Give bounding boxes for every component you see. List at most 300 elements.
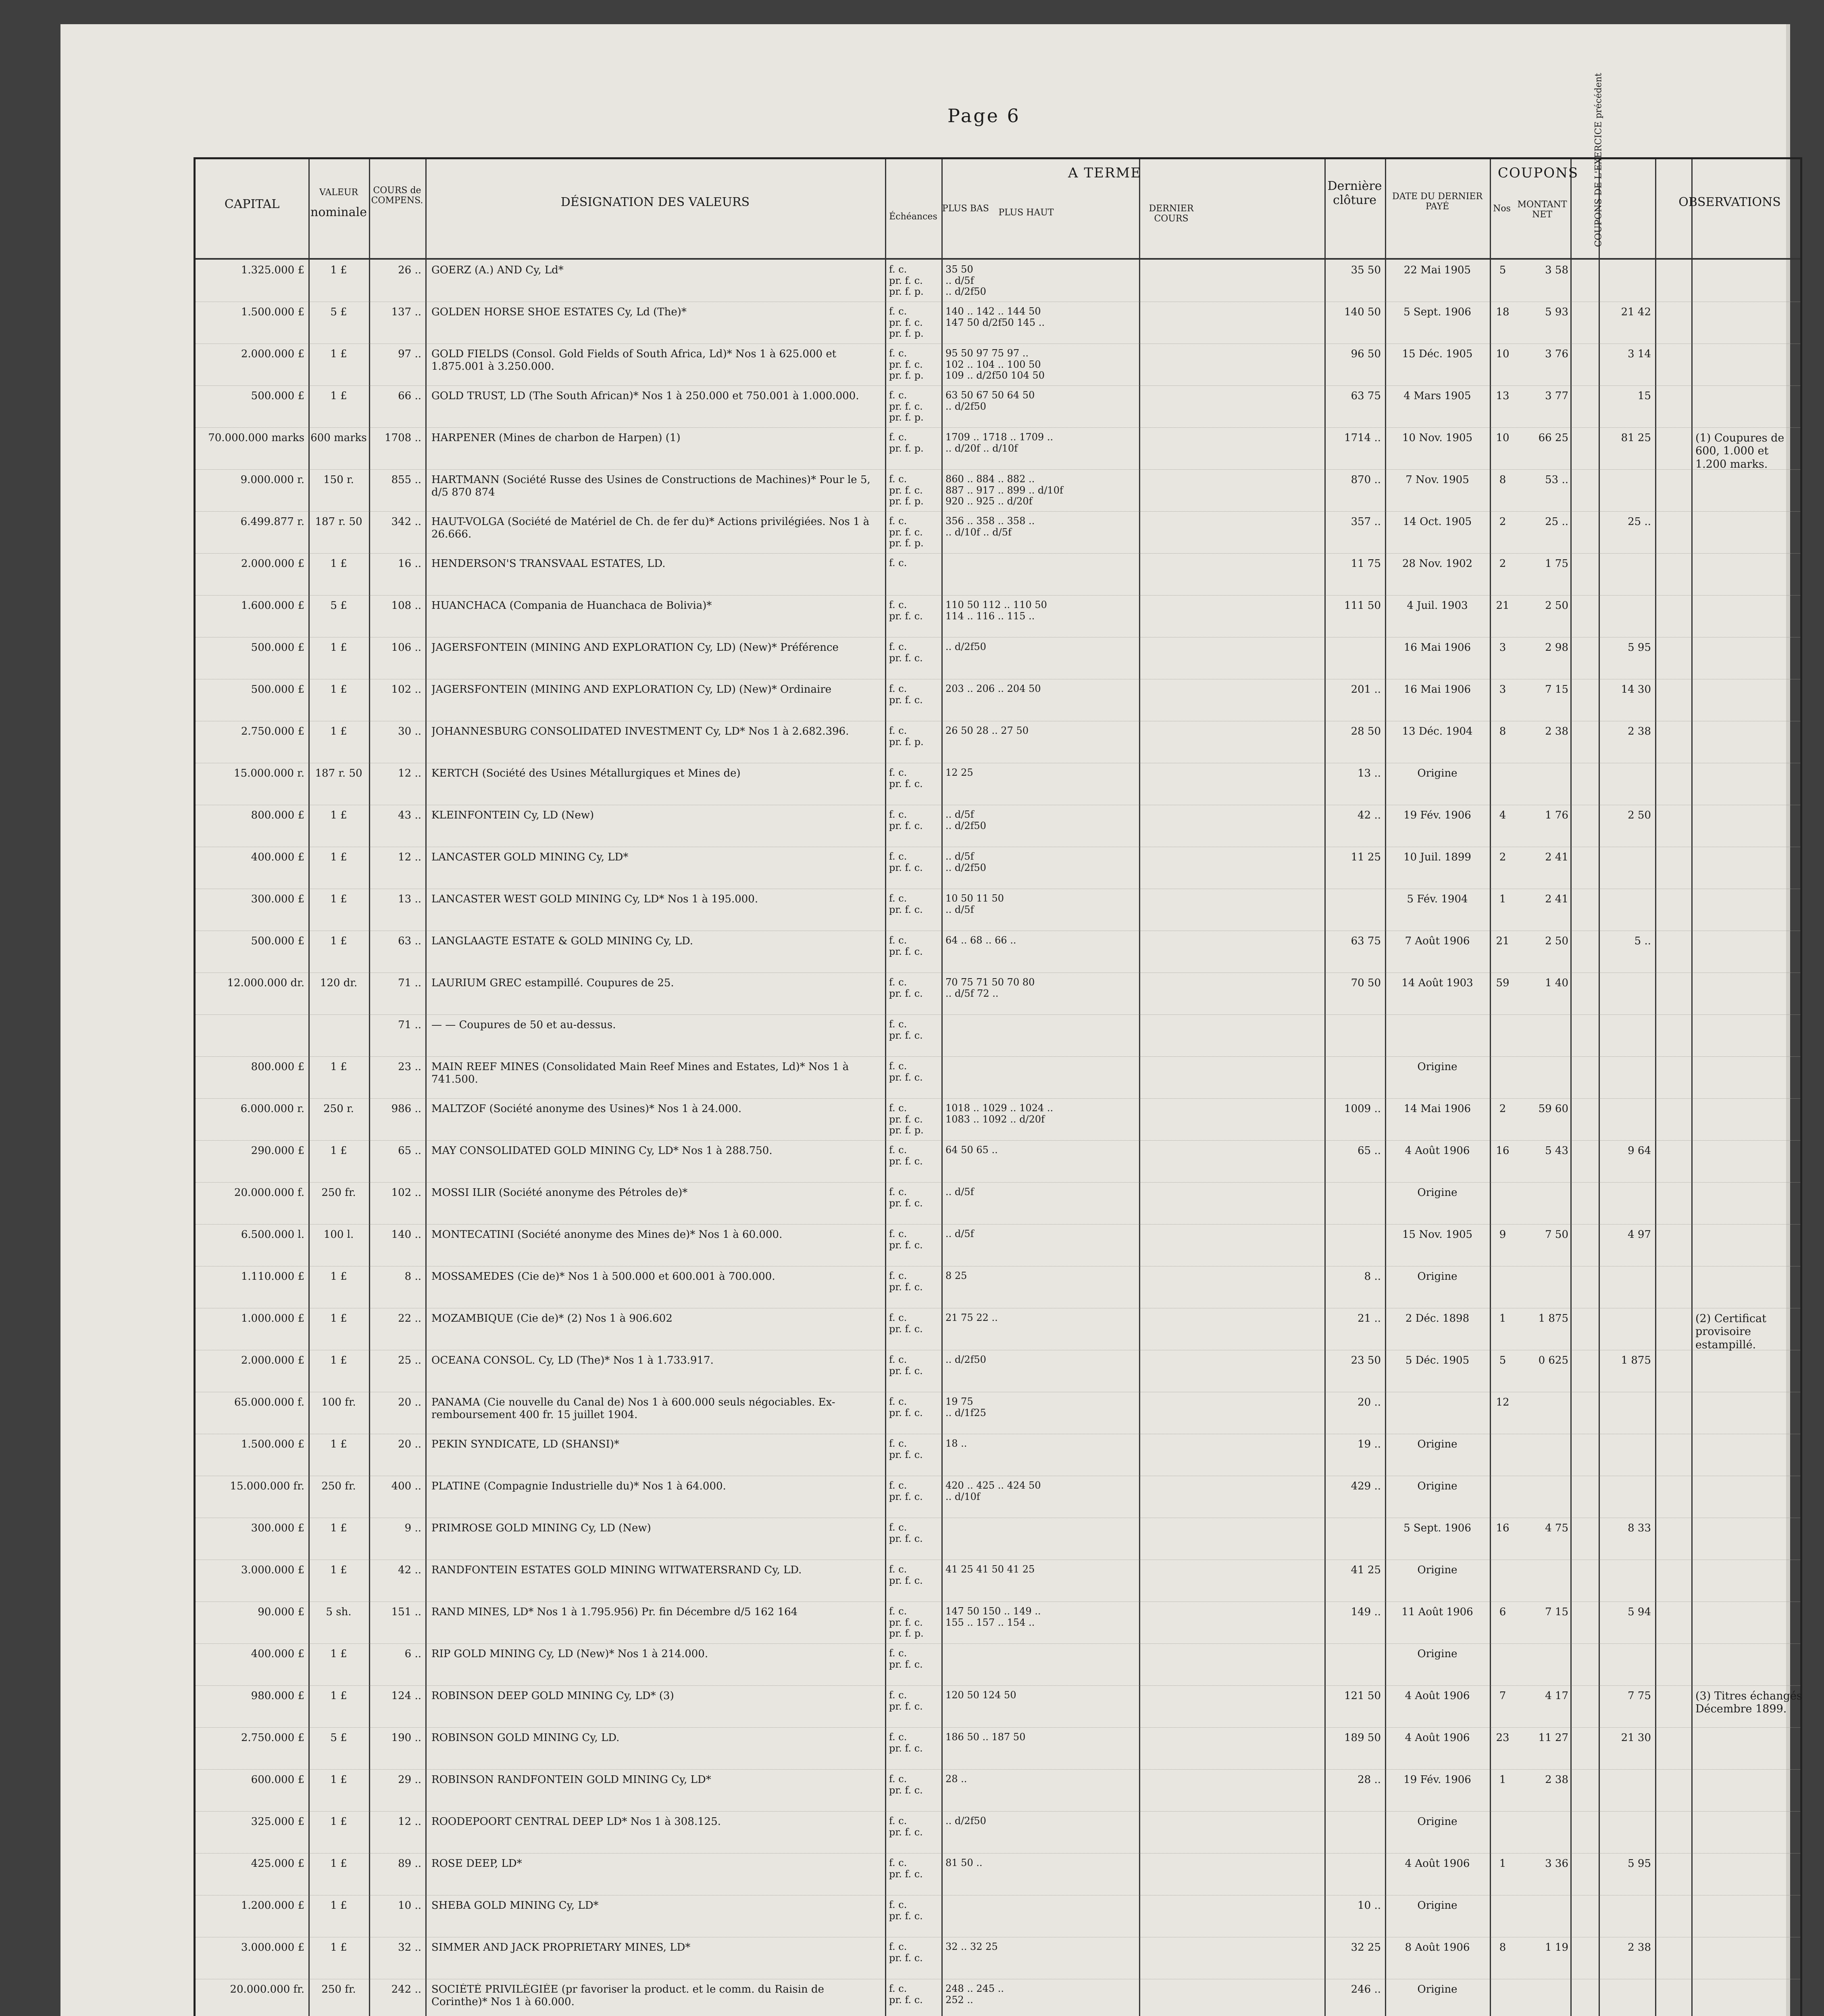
precedent-cell: 2 50 xyxy=(1628,809,1651,821)
table-body xyxy=(196,260,1800,2016)
nominal-cell: 1 £ xyxy=(330,1354,347,1366)
precedent-cell: 15 xyxy=(1637,390,1651,402)
observations-cell xyxy=(1695,1983,1802,2016)
nominal-cell: 1 £ xyxy=(330,935,347,947)
cloture-cell: 63 75 xyxy=(1351,390,1381,402)
table-row xyxy=(196,1308,1800,1350)
compens-cell: 63 .. xyxy=(398,935,421,947)
capital-cell: 15.000.000 fr. xyxy=(230,1480,304,1492)
capital-cell: 6.499.877 r. xyxy=(240,516,304,528)
nominal-cell: 600 marks xyxy=(310,432,367,444)
echeances-cell: f. c. pr. f. c. xyxy=(889,1354,923,1377)
nominal-cell: 1 £ xyxy=(330,641,347,654)
date-cell: 4 Août 1906 xyxy=(1405,1690,1470,1702)
echeances-cell: f. c. pr. f. p. xyxy=(889,725,924,748)
date-cell: 5 Sept. 1906 xyxy=(1403,306,1471,318)
echeances-cell: f. c. pr. f. c. xyxy=(889,1396,923,1418)
header-designation: DÉSIGNATION DES VALEURS xyxy=(560,195,750,209)
montant-cell: 66 25 xyxy=(1538,432,1568,444)
date-cell: 4 Août 1906 xyxy=(1405,1145,1470,1157)
quotes-cell: 81 50 .. xyxy=(945,1858,983,1868)
cloture-cell: 429 .. xyxy=(1351,1480,1381,1492)
header-plus-bas: PLUS BAS xyxy=(942,204,989,214)
date-cell: Origine xyxy=(1417,1816,1458,1828)
precedent-cell: 8 33 xyxy=(1628,1522,1651,1534)
date-cell: 4 Mars 1905 xyxy=(1403,390,1471,402)
designation-cell: MAY CONSOLIDATED GOLD MINING Cy, LD* Nos 1 à 288.750. xyxy=(431,1145,772,1157)
table-row xyxy=(196,1266,1800,1308)
nominal-cell: 1 £ xyxy=(330,390,347,402)
cloture-cell: 246 .. xyxy=(1351,1983,1381,1995)
montant-cell: 2 98 xyxy=(1545,641,1568,654)
nominal-cell: 100 l. xyxy=(323,1229,354,1241)
capital-cell: 800.000 £ xyxy=(251,1061,304,1073)
coupon-number-cell: 8 xyxy=(1499,725,1506,737)
precedent-cell: 5 .. xyxy=(1634,935,1651,947)
coupon-number-cell: 21 xyxy=(1496,600,1510,612)
coupon-number-cell: 1 xyxy=(1499,1774,1506,1786)
coupon-number-cell: 3 xyxy=(1499,683,1506,696)
header-montant-net: MONTANT NET xyxy=(1517,200,1567,220)
capital-cell: 425.000 £ xyxy=(251,1858,304,1870)
quotes-cell: 1018 .. 1029 .. 1024 .. 1083 .. 1092 .. d/20f xyxy=(945,1103,1054,1125)
designation-cell: PANAMA (Cie nouvelle du Canal de) Nos 1 à 600.000 seuls négociables. Ex-remboursement 400 fr. 15 juillet 1904. xyxy=(431,1396,835,1421)
nominal-cell: 250 fr. xyxy=(321,1187,356,1199)
echeances-cell: f. c. pr. f. c. xyxy=(889,1270,923,1293)
designation-cell: GOLD FIELDS (Consol. Gold Fields of South Africa, Ld)* Nos 1 à 625.000 et 1.875.001 à 3.250.000. xyxy=(431,348,837,373)
quotes-cell xyxy=(945,1019,1320,1055)
cloture-cell: 201 .. xyxy=(1351,683,1381,696)
designation-cell: RANDFONTEIN ESTATES GOLD MINING WITWATERSRAND Cy, LD. xyxy=(431,1564,802,1576)
montant-cell: 2 50 xyxy=(1545,600,1568,612)
capital-cell: 980.000 £ xyxy=(251,1690,304,1702)
capital-cell: 600.000 £ xyxy=(251,1774,304,1786)
designation-cell: HARTMANN (Société Russe des Usines de Constructions de Machines)* Pour le 5, d/5 870 874 xyxy=(431,474,870,499)
precedent-cell: 5 94 xyxy=(1628,1606,1651,1618)
compens-cell: 20 .. xyxy=(398,1396,421,1408)
table-row xyxy=(196,931,1800,973)
capital-cell: 2.750.000 £ xyxy=(241,1732,304,1744)
capital-cell: 9.000.000 r. xyxy=(240,474,304,486)
compens-cell: 43 .. xyxy=(398,809,421,821)
capital-cell: 1.000.000 £ xyxy=(241,1312,304,1325)
header-capital: CAPITAL xyxy=(224,197,280,211)
echeances-cell: f. c. pr. f. c. xyxy=(889,1690,923,1712)
quotes-cell xyxy=(945,1648,1320,1684)
table-row xyxy=(196,344,1800,386)
capital-cell: 6.000.000 r. xyxy=(240,1103,304,1115)
date-cell: Origine xyxy=(1417,767,1458,779)
compens-cell: 26 .. xyxy=(398,264,421,276)
compens-cell: 400 .. xyxy=(391,1480,421,1492)
quotes-cell: .. d/5f .. d/2f50 xyxy=(945,851,987,873)
table-row xyxy=(196,386,1800,428)
date-cell: 19 Fév. 1906 xyxy=(1403,809,1471,821)
coupon-number-cell: 2 xyxy=(1499,1103,1506,1115)
echeances-cell: f. c. pr. f. c. xyxy=(889,1648,923,1670)
capital-cell: 1.110.000 £ xyxy=(241,1270,304,1283)
designation-cell: MONTECATINI (Société anonyme des Mines de)* Nos 1 à 60.000. xyxy=(431,1229,783,1241)
echeances-cell: f. c. pr. f. c. xyxy=(889,1061,923,1083)
coupon-number-cell: 7 xyxy=(1499,1690,1506,1702)
date-cell: Origine xyxy=(1417,1983,1458,1995)
header-nominale: nominale xyxy=(310,205,367,219)
date-cell: 16 Mai 1906 xyxy=(1403,641,1471,654)
coupon-number-cell: 4 xyxy=(1499,809,1506,821)
cloture-cell: 189 50 xyxy=(1344,1732,1381,1744)
quotes-cell: 860 .. 884 .. 882 .. 887 .. 917 .. 899 .. d/10f 920 .. 925 .. d/20f xyxy=(945,474,1063,507)
date-cell: 10 Nov. 1905 xyxy=(1402,432,1473,444)
table-row xyxy=(196,1225,1800,1266)
compens-cell: 13 .. xyxy=(398,893,421,905)
cloture-cell: 11 25 xyxy=(1351,851,1381,863)
compens-cell: 986 .. xyxy=(391,1103,421,1115)
echeances-cell: f. c. pr. f. c. pr. f. p. xyxy=(889,264,924,298)
cloture-cell: 13 .. xyxy=(1358,767,1381,779)
designation-cell: HARPENER (Mines de charbon de Harpen) (1) xyxy=(431,432,681,444)
table-row xyxy=(196,1770,1800,1812)
capital-cell: 3.000.000 £ xyxy=(241,1564,304,1576)
capital-cell: 20.000.000 f. xyxy=(234,1187,304,1199)
quotes-cell xyxy=(945,1522,1320,1558)
precedent-cell: 5 95 xyxy=(1628,1858,1651,1870)
table-row xyxy=(196,1812,1800,1854)
capital-cell: 800.000 £ xyxy=(251,809,304,821)
capital-cell: 1.200.000 £ xyxy=(241,1899,304,1912)
nominal-cell: 1 £ xyxy=(330,1270,347,1283)
observations-cell: (3) Titres échangés Décembre 1899. xyxy=(1695,1690,1802,1716)
echeances-cell: f. c. pr. f. c. xyxy=(889,851,923,873)
newspaper-page xyxy=(60,24,1802,2016)
cloture-cell: 96 50 xyxy=(1351,348,1381,360)
coupon-number-cell: 1 xyxy=(1499,1312,1506,1325)
coupon-number-cell: 8 xyxy=(1499,474,1506,486)
date-cell: 10 Juil. 1899 xyxy=(1403,851,1471,863)
quotes-cell: .. d/2f50 xyxy=(945,1816,987,1826)
echeances-cell: f. c. pr. f. c. xyxy=(889,893,923,915)
header-derniere-cloture: Dernière clôture xyxy=(1327,179,1382,207)
date-cell: 5 Déc. 1905 xyxy=(1405,1354,1470,1366)
designation-cell: SIMMER AND JACK PROPRIETARY MINES, LD* xyxy=(431,1941,691,1954)
precedent-cell: 7 75 xyxy=(1628,1690,1651,1702)
capital-cell: 300.000 £ xyxy=(251,893,304,905)
coupon-number-cell: 16 xyxy=(1496,1145,1510,1157)
designation-cell: GOLD TRUST, LD (The South African)* Nos 1 à 250.000 et 750.001 à 1.000.000. xyxy=(431,390,859,402)
quotes-cell xyxy=(945,1899,1320,1936)
table-row xyxy=(196,1476,1800,1518)
cloture-cell: 357 .. xyxy=(1351,516,1381,528)
nominal-cell: 1 £ xyxy=(330,809,347,821)
capital-cell: 3.000.000 £ xyxy=(241,1941,304,1954)
capital-cell: 90.000 £ xyxy=(258,1606,304,1618)
echeances-cell: f. c. pr. f. c. xyxy=(889,1983,923,2006)
coupon-number-cell: 23 xyxy=(1496,1732,1510,1744)
echeances-cell: f. c. pr. f. c. xyxy=(889,641,923,664)
designation-cell: HAUT-VOLGA (Société de Matériel de Ch. de fer du)* Actions privilégiées. Nos 1 à 26.666. xyxy=(431,516,870,541)
coupon-number-cell: 1 xyxy=(1499,1858,1506,1870)
compens-cell: 12 .. xyxy=(398,1816,421,1828)
date-cell: 14 Août 1903 xyxy=(1401,977,1473,989)
capital-cell: 6.500.000 l. xyxy=(241,1229,304,1241)
nominal-cell: 1 £ xyxy=(330,1858,347,1870)
designation-cell: MALTZOF (Société anonyme des Usines)* Nos 1 à 24.000. xyxy=(431,1103,742,1115)
nominal-cell: 150 r. xyxy=(323,474,354,486)
quotes-cell: 1709 .. 1718 .. 1709 .. .. d/20f .. d/10f xyxy=(945,432,1054,454)
montant-cell: 1 75 xyxy=(1545,558,1568,570)
quotes-cell: 70 75 71 50 70 80 .. d/5f 72 .. xyxy=(945,977,1035,999)
compens-cell: 20 .. xyxy=(398,1438,421,1450)
compens-cell: 65 .. xyxy=(398,1145,421,1157)
coupon-number-cell: 59 xyxy=(1496,977,1510,989)
quotes-cell: 35 50 .. d/5f .. d/2f50 xyxy=(945,264,987,298)
compens-cell: 42 .. xyxy=(398,1564,421,1576)
compens-cell: 190 .. xyxy=(391,1732,421,1744)
compens-cell: 29 .. xyxy=(398,1774,421,1786)
compens-cell: 102 .. xyxy=(391,683,421,696)
header-dernier-cours: DERNIER COURS xyxy=(1149,204,1194,224)
cloture-cell: 70 50 xyxy=(1351,977,1381,989)
coupon-number-cell: 1 xyxy=(1499,893,1506,905)
compens-cell: 10 .. xyxy=(398,1899,421,1912)
capital-cell: 12.000.000 dr. xyxy=(227,977,304,989)
cloture-cell: 35 50 xyxy=(1351,264,1381,276)
compens-cell: 855 .. xyxy=(391,474,421,486)
compens-cell: 106 .. xyxy=(391,641,421,654)
header-valeur: VALEUR xyxy=(319,187,358,198)
echeances-cell: f. c. pr. f. c. pr. f. p. xyxy=(889,1103,924,1136)
observations-cell: (2) Certificat provisoire estampillé. xyxy=(1695,1312,1766,1351)
echeances-cell: f. c. pr. f. c. xyxy=(889,1480,923,1502)
echeances-cell: f. c. pr. f. c. pr. f. p. xyxy=(889,474,924,507)
nominal-cell: 120 dr. xyxy=(320,977,358,989)
nominal-cell: 1 £ xyxy=(330,1816,347,1828)
table-row xyxy=(196,1686,1800,1728)
nominal-cell: 1 £ xyxy=(330,1774,347,1786)
quotes-cell: 26 50 28 .. 27 50 xyxy=(945,725,1029,736)
table-row xyxy=(196,1015,1800,1057)
echeances-cell: f. c. pr. f. c. xyxy=(889,1019,923,1041)
compens-cell: 71 .. xyxy=(398,1019,421,1031)
echeances-cell: f. c. pr. f. c. xyxy=(889,1312,923,1335)
designation-cell: MOSSAMEDES (Cie de)* Nos 1 à 500.000 et 600.001 à 700.000. xyxy=(431,1270,775,1283)
designation-cell: LANGLAAGTE ESTATE & GOLD MINING Cy, LD. xyxy=(431,935,693,947)
echeances-cell: f. c. pr. f. c. xyxy=(889,1858,923,1880)
designation-cell: SOCIÉTÉ PRIVILÉGIÉE (pr favoriser la product. et le comm. du Raisin de Corinthe)* Nos 1 à 60.000. xyxy=(431,1983,825,2008)
cloture-cell: 870 .. xyxy=(1351,474,1381,486)
table-row xyxy=(196,470,1800,512)
quotes-cell: 21 75 22 .. xyxy=(945,1312,998,1323)
date-cell: 4 Août 1906 xyxy=(1405,1732,1470,1744)
echeances-cell: f. c. pr. f. c. xyxy=(889,1941,923,1964)
quotes-cell: .. d/2f50 xyxy=(945,1354,987,1365)
table-row xyxy=(196,1057,1800,1099)
echeances-cell: f. c. pr. f. c. xyxy=(889,1522,923,1544)
table-row xyxy=(196,1099,1800,1141)
nominal-cell: 100 fr. xyxy=(321,1396,356,1408)
nominal-cell: 1 £ xyxy=(330,1899,347,1912)
header-numero: Nos xyxy=(1493,204,1511,214)
coupon-number-cell: 5 xyxy=(1499,1354,1506,1366)
table-row xyxy=(196,1392,1800,1434)
compens-cell: 8 .. xyxy=(404,1270,421,1283)
date-cell: 4 Juil. 1903 xyxy=(1407,600,1468,612)
date-cell: 14 Oct. 1905 xyxy=(1403,516,1472,528)
quotes-cell: 120 50 124 50 xyxy=(945,1690,1016,1701)
capital-cell: 500.000 £ xyxy=(251,935,304,947)
table-row xyxy=(196,1560,1800,1602)
cloture-cell: 1714 .. xyxy=(1344,432,1381,444)
compens-cell: 9 .. xyxy=(404,1522,421,1534)
table-row xyxy=(196,428,1800,470)
date-cell: 11 Août 1906 xyxy=(1401,1606,1473,1618)
quotes-cell: 356 .. 358 .. 358 .. .. d/10f .. d/5f xyxy=(945,516,1035,538)
compens-cell: 71 .. xyxy=(398,977,421,989)
quotes-cell: 10 50 11 50 .. d/5f xyxy=(945,893,1004,915)
compens-cell: 151 .. xyxy=(391,1606,421,1618)
quotes-cell: 186 50 .. 187 50 xyxy=(945,1732,1026,1743)
date-cell: Origine xyxy=(1417,1480,1458,1492)
compens-cell: 16 .. xyxy=(398,558,421,570)
date-cell: Origine xyxy=(1417,1187,1458,1199)
echeances-cell: f. c. pr. f. c. xyxy=(889,683,923,706)
date-cell: 5 Sept. 1906 xyxy=(1403,1522,1471,1534)
table-row xyxy=(196,1644,1800,1686)
quotes-cell: 248 .. 245 .. 252 .. xyxy=(945,1983,1004,2006)
designation-cell: ROBINSON DEEP GOLD MINING Cy, LD* (3) xyxy=(431,1690,674,1702)
nominal-cell: 5 £ xyxy=(330,306,347,318)
echeances-cell: f. c. pr. f. c. xyxy=(889,1438,923,1460)
echeances-cell: f. c. pr. f. c. xyxy=(889,1816,923,1838)
echeances-cell: f. c. pr. f. c. xyxy=(889,1187,923,1209)
coupon-number-cell: 2 xyxy=(1499,558,1506,570)
cloture-cell: 42 .. xyxy=(1358,809,1381,821)
quotes-cell: .. d/5f xyxy=(945,1187,974,1198)
precedent-cell: 25 .. xyxy=(1628,516,1651,528)
montant-cell: 3 77 xyxy=(1545,390,1568,402)
nominal-cell: 1 £ xyxy=(330,1522,347,1534)
nominal-cell: 1 £ xyxy=(330,1061,347,1073)
echeances-cell: f. c. pr. f. c. pr. f. p. xyxy=(889,306,924,339)
precedent-cell: 9 64 xyxy=(1628,1145,1651,1157)
nominal-cell: 1 £ xyxy=(330,1648,347,1660)
table-row xyxy=(196,302,1800,344)
header-a-terme: A TERME xyxy=(1068,165,1142,181)
designation-cell: HENDERSON'S TRANSVAAL ESTATES, LD. xyxy=(431,558,666,570)
date-cell: 16 Mai 1906 xyxy=(1403,683,1471,696)
header-coupons: COUPONS xyxy=(1497,165,1579,181)
header-plus-haut: PLUS HAUT xyxy=(998,208,1054,218)
header-echeances: Échéances xyxy=(889,212,937,222)
quotes-cell xyxy=(945,558,1320,594)
compens-cell: 25 .. xyxy=(398,1354,421,1366)
nominal-cell: 250 fr. xyxy=(321,1480,356,1492)
precedent-cell: 5 95 xyxy=(1628,641,1651,654)
header-coupons-exercice: COUPONS DE L'EXERCICE précédent xyxy=(1593,73,1604,247)
header-observations: OBSERVATIONS xyxy=(1678,195,1781,209)
montant-cell: 5 43 xyxy=(1545,1145,1568,1157)
capital-cell: 2.000.000 £ xyxy=(241,348,304,360)
echeances-cell: f. c. pr. f. c. xyxy=(889,809,923,831)
table-row xyxy=(196,637,1800,679)
header-date-dernier-paye: DATE DU DERNIER PAYÉ xyxy=(1392,192,1483,212)
echeances-cell: f. c. pr. f. c. xyxy=(889,1732,923,1754)
designation-cell: GOLDEN HORSE SHOE ESTATES Cy, Ld (The)* xyxy=(431,306,687,318)
cloture-cell: 28 50 xyxy=(1351,725,1381,737)
compens-cell: 12 .. xyxy=(398,767,421,779)
designation-cell: ROODEPOORT CENTRAL DEEP LD* Nos 1 à 308.125. xyxy=(431,1816,721,1828)
coupon-number-cell: 5 xyxy=(1499,264,1506,276)
capital-cell: 20.000.000 fr. xyxy=(230,1983,304,1995)
capital-cell: 2.000.000 £ xyxy=(241,558,304,570)
quotes-cell: 64 .. 68 .. 66 .. xyxy=(945,935,1016,946)
montant-cell: 1 19 xyxy=(1545,1941,1568,1954)
date-cell: Origine xyxy=(1417,1270,1458,1283)
precedent-cell: 21 42 xyxy=(1621,306,1651,318)
capital-cell: 300.000 £ xyxy=(251,1522,304,1534)
table-row xyxy=(196,1518,1800,1560)
date-cell: 8 Août 1906 xyxy=(1405,1941,1470,1954)
nominal-cell: 1 £ xyxy=(330,893,347,905)
echeances-cell: f. c. pr. f. p. xyxy=(889,432,924,454)
date-cell: 14 Mai 1906 xyxy=(1403,1103,1471,1115)
cloture-cell: 8 .. xyxy=(1364,1270,1381,1283)
montant-cell: 3 36 xyxy=(1545,1858,1568,1870)
nominal-cell: 250 fr. xyxy=(321,1983,356,1995)
montant-cell: 1 76 xyxy=(1545,809,1568,821)
table-row xyxy=(196,1141,1800,1183)
nominal-cell: 1 £ xyxy=(330,1438,347,1450)
precedent-cell: 3 14 xyxy=(1628,348,1651,360)
echeances-cell: f. c. xyxy=(889,558,907,569)
montant-cell: 3 76 xyxy=(1545,348,1568,360)
quotes-cell: .. d/5f .. d/2f50 xyxy=(945,809,987,831)
capital-cell: 325.000 £ xyxy=(251,1816,304,1828)
table-row xyxy=(196,973,1800,1015)
montant-cell: 2 50 xyxy=(1545,935,1568,947)
cloture-cell: 41 25 xyxy=(1351,1564,1381,1576)
quotes-cell: 147 50 150 .. 149 .. 155 .. 157 .. 154 .. xyxy=(945,1606,1041,1628)
compens-cell: 1708 .. xyxy=(385,432,421,444)
capital-cell: 500.000 £ xyxy=(251,390,304,402)
date-cell: Origine xyxy=(1417,1648,1458,1660)
designation-cell: ROSE DEEP, LD* xyxy=(431,1858,522,1870)
compens-cell: 6 .. xyxy=(404,1648,421,1660)
designation-cell: KERTCH (Société des Usines Métallurgiques et Mines de) xyxy=(431,767,741,779)
designation-cell: LANCASTER WEST GOLD MINING Cy, LD* Nos 1 à 195.000. xyxy=(431,893,758,905)
echeances-cell: f. c. pr. f. c. xyxy=(889,1229,923,1251)
compens-cell: 32 .. xyxy=(398,1941,421,1954)
echeances-cell: f. c. pr. f. c. xyxy=(889,1564,923,1586)
coupon-number-cell: 16 xyxy=(1496,1522,1510,1534)
coupon-number-cell: 2 xyxy=(1499,851,1506,863)
nominal-cell: 187 r. 50 xyxy=(315,516,362,528)
cloture-cell: 63 75 xyxy=(1351,935,1381,947)
montant-cell: 0 625 xyxy=(1538,1354,1568,1366)
table-row xyxy=(196,260,1800,302)
quotes-cell: .. d/2f50 xyxy=(945,641,987,652)
designation-cell: PLATINE (Compagnie Industrielle du)* Nos 1 à 64.000. xyxy=(431,1480,726,1492)
designation-cell: HUANCHACA (Compania de Huanchaca de Bolivia)* xyxy=(431,600,712,612)
designation-cell: RIP GOLD MINING Cy, LD (New)* Nos 1 à 214.000. xyxy=(431,1648,708,1660)
compens-cell: 102 .. xyxy=(391,1187,421,1199)
coupon-number-cell: 6 xyxy=(1499,1606,1506,1618)
cloture-cell: 23 50 xyxy=(1351,1354,1381,1366)
table-row xyxy=(196,1350,1800,1392)
montant-cell: 3 58 xyxy=(1545,264,1568,276)
date-cell: 5 Fév. 1904 xyxy=(1407,893,1468,905)
echeances-cell: f. c. pr. f. c. xyxy=(889,600,923,622)
coupon-number-cell: 18 xyxy=(1496,306,1510,318)
